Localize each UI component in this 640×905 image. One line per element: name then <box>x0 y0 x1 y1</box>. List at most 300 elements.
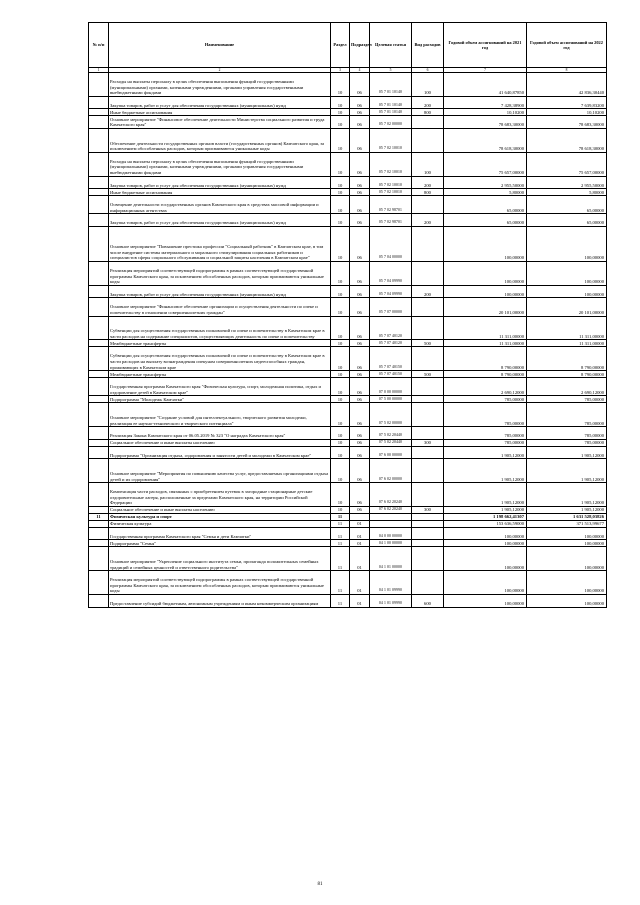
row-name: Основное мероприятие "Повышение престижа профессии "Социальный работник" в Камчатском крае, в том числе внедрение системы материального и морального стимулирования социальных работников и специалистов сферы социального обслуживания и социальной защиты населения в Камчатском крае" <box>109 226 331 261</box>
table-row <box>89 73 607 97</box>
row-expense-type <box>412 527 444 540</box>
row-expense-type <box>412 116 444 129</box>
row-number: 11 <box>89 513 109 520</box>
row-name: Закупка товаров, работ и услуг для обеспечения государственных (муниципальных) нужд <box>109 285 331 298</box>
row-name: Расходы на выплаты персоналу в целях обеспечения выполнения функций государственными (муниципальными) органами, казенными учреждениями, органами управления государственными внебюджетными фондами <box>109 73 331 97</box>
row-name: Подпрограмма "Организация отдыха, оздоровления и занятости детей и молодежи в Камчатском крае" <box>109 446 331 459</box>
row-allocation-2022: 371 513,99677 <box>527 520 607 527</box>
row-number <box>89 540 109 547</box>
row-allocation-2022: 8 790,00000 <box>527 371 607 378</box>
row-subsection: 06 <box>350 176 370 189</box>
row-subsection <box>350 513 370 520</box>
row-subsection: 01 <box>350 571 370 595</box>
row-allocation-2022: 11 311,00000 <box>527 316 607 340</box>
row-subsection: 06 <box>350 196 370 214</box>
row-allocation-2022: 42 836,30440 <box>527 73 607 97</box>
row-expense-type <box>412 261 444 285</box>
table-row <box>89 347 607 371</box>
row-subsection: 06 <box>350 109 370 116</box>
row-name: Компенсация части расходов, связанных с приобретением путевок в загородные стационарные детские оздоровительные лагеря, расположенные за пределами Камчатского края, на территории Российской Федерации <box>109 483 331 507</box>
row-number <box>89 396 109 403</box>
row-expense-type <box>412 396 444 403</box>
row-expense-type <box>412 513 444 520</box>
row-subsection: 06 <box>350 285 370 298</box>
row-target-code: 05 7 02 10010 <box>370 152 412 176</box>
row-subsection: 01 <box>350 520 370 527</box>
row-subsection: 06 <box>350 189 370 196</box>
row-number <box>89 527 109 540</box>
row-allocation-2022: 11 311,00000 <box>527 340 607 347</box>
column-number: 5 <box>370 68 412 73</box>
row-subsection: 06 <box>350 439 370 446</box>
row-expense-type <box>412 298 444 316</box>
row-name: Основное мероприятие "Мероприятия по повышению качества услуг, предоставляемых организациями отдыха детей и их оздоровления" <box>109 459 331 483</box>
header-target-code: Целевая статья <box>370 23 412 68</box>
row-target-code: 05 7 07 40120 <box>370 316 412 340</box>
table-row <box>89 527 607 540</box>
row-section: 11 <box>331 595 350 608</box>
row-section: 10 <box>331 403 350 427</box>
row-allocation-2022: 78 683,30000 <box>527 116 607 129</box>
row-section: 11 <box>331 513 350 520</box>
row-number <box>89 96 109 109</box>
row-expense-type: 500 <box>412 371 444 378</box>
budget-table-page <box>88 22 606 608</box>
row-expense-type: 200 <box>412 96 444 109</box>
row-subsection: 06 <box>350 261 370 285</box>
row-section: 10 <box>331 261 350 285</box>
row-subsection: 06 <box>350 214 370 227</box>
row-expense-type: 200 <box>412 285 444 298</box>
row-name: Физическая культура и спорт <box>109 513 331 520</box>
row-section: 10 <box>331 378 350 396</box>
row-section: 10 <box>331 483 350 507</box>
row-subsection: 01 <box>350 595 370 608</box>
row-expense-type: 200 <box>412 214 444 227</box>
row-number <box>89 128 109 152</box>
row-expense-type <box>412 403 444 427</box>
row-section: 10 <box>331 176 350 189</box>
row-section: 10 <box>331 459 350 483</box>
row-number <box>89 116 109 129</box>
row-target-code: 04 1 00 00000 <box>370 540 412 547</box>
row-number <box>89 73 109 97</box>
header-subsection: Подраздел <box>350 23 370 68</box>
row-target-code: 05 7 02 98701 <box>370 196 412 214</box>
row-allocation-2021: 785,00000 <box>444 427 527 440</box>
row-number <box>89 371 109 378</box>
row-number <box>89 214 109 227</box>
row-number <box>89 261 109 285</box>
row-allocation-2022: 20 101,00000 <box>527 298 607 316</box>
row-name: Социальное обеспечение и иные выплаты населению <box>109 439 331 446</box>
column-number: 8 <box>527 68 607 73</box>
row-expense-type <box>412 540 444 547</box>
row-name: Физическая культура <box>109 520 331 527</box>
row-allocation-2021: 75 657,00000 <box>444 152 527 176</box>
header-allocation-2021: Годовой объем ассигнований на 2021 год <box>444 23 527 68</box>
row-subsection: 06 <box>350 396 370 403</box>
table-row <box>89 285 607 298</box>
row-subsection: 06 <box>350 378 370 396</box>
table-row <box>89 520 607 527</box>
row-allocation-2021: 100,00000 <box>444 571 527 595</box>
row-allocation-2022: 5,80000 <box>527 189 607 196</box>
table-row <box>89 483 607 507</box>
row-number <box>89 483 109 507</box>
row-allocation-2021: 1 905,12000 <box>444 506 527 513</box>
row-target-code: 05 7 01 10140 <box>370 73 412 97</box>
row-allocation-2022: 1 905,12000 <box>527 459 607 483</box>
row-allocation-2021: 100,00000 <box>444 547 527 571</box>
row-allocation-2021: 785,00000 <box>444 439 527 446</box>
row-name: Подпрограмма "Молодежь Камчатки" <box>109 396 331 403</box>
row-target-code: 04 1 01 09990 <box>370 571 412 595</box>
row-number <box>89 285 109 298</box>
table-body <box>89 73 607 608</box>
row-target-code: 05 7 04 09990 <box>370 261 412 285</box>
row-name: Субвенции для осуществления государственных полномочий по опеке и попечительству в Камчатском крае в части расходов на выплату вознаграждения опекунам совершеннолетних недееспособных граждан, проживающих в Камчатском крае <box>109 347 331 371</box>
row-expense-type: 800 <box>412 189 444 196</box>
row-subsection: 06 <box>350 152 370 176</box>
row-section: 11 <box>331 547 350 571</box>
row-target-code: 05 7 07 40120 <box>370 340 412 347</box>
row-allocation-2021: 785,00000 <box>444 403 527 427</box>
row-name: Закупка товаров, работ и услуг для обеспечения государственных (муниципальных) нужд <box>109 176 331 189</box>
row-name: Предоставление субсидий бюджетным, автономным учреждениям и иным некоммерческим организациям <box>109 595 331 608</box>
row-allocation-2021: 41 640,87850 <box>444 73 527 97</box>
row-name: Межбюджетные трансферты <box>109 340 331 347</box>
table-row <box>89 571 607 595</box>
row-section: 11 <box>331 540 350 547</box>
row-number <box>89 109 109 116</box>
row-number <box>89 196 109 214</box>
table-header-row <box>89 23 607 68</box>
row-allocation-2021: 100,00000 <box>444 261 527 285</box>
row-section: 11 <box>331 520 350 527</box>
table-row <box>89 116 607 129</box>
column-number: 6 <box>412 68 444 73</box>
header-section: Раздел <box>331 23 350 68</box>
row-target-code: 07 5 02 20440 <box>370 427 412 440</box>
row-target-code: 07 5 00 00000 <box>370 396 412 403</box>
table-row <box>89 226 607 261</box>
table-row <box>89 595 607 608</box>
row-subsection: 01 <box>350 540 370 547</box>
row-section: 10 <box>331 347 350 371</box>
row-allocation-2021: 11 311,00000 <box>444 340 527 347</box>
row-section: 10 <box>331 96 350 109</box>
row-section: 10 <box>331 116 350 129</box>
row-name: Закупка товаров, работ и услуг для обеспечения государственных (муниципальных) нужд <box>109 214 331 227</box>
row-number <box>89 340 109 347</box>
row-allocation-2021: 1 905,12000 <box>444 446 527 459</box>
row-allocation-2021: 1 905,12000 <box>444 483 527 507</box>
table-row <box>89 340 607 347</box>
row-expense-type <box>412 571 444 595</box>
row-number <box>89 571 109 595</box>
row-allocation-2022: 100,00000 <box>527 595 607 608</box>
table-row <box>89 214 607 227</box>
row-allocation-2021: 100,00000 <box>444 226 527 261</box>
row-allocation-2021: 100,00000 <box>444 595 527 608</box>
table-row <box>89 152 607 176</box>
row-allocation-2021: 65,00000 <box>444 214 527 227</box>
row-expense-type <box>412 446 444 459</box>
row-name: Субвенции для осуществления государственных полномочий по опеке и попечительству в Камчатском крае в части расходов на содержание специалистов, осуществляющих деятельность по опеке и попечительству <box>109 316 331 340</box>
row-expense-type <box>412 427 444 440</box>
row-allocation-2022: 75 657,00000 <box>527 152 607 176</box>
table-row <box>89 427 607 440</box>
row-expense-type <box>412 226 444 261</box>
row-subsection: 06 <box>350 446 370 459</box>
row-name: Реализация мероприятий соответствующей подпрограммы в рамках соответствующей государственной программы Камчатского края, за исключением обособленных расходов, которым присваиваются уникальные коды <box>109 261 331 285</box>
table-row <box>89 176 607 189</box>
row-allocation-2022: 100,00000 <box>527 571 607 595</box>
row-expense-type: 300 <box>412 439 444 446</box>
row-expense-type: 600 <box>412 595 444 608</box>
row-subsection: 06 <box>350 298 370 316</box>
row-expense-type: 300 <box>412 506 444 513</box>
row-subsection: 06 <box>350 73 370 97</box>
row-allocation-2022: 100,00000 <box>527 527 607 540</box>
row-number <box>89 520 109 527</box>
row-subsection: 06 <box>350 128 370 152</box>
column-number: 1 <box>89 68 109 73</box>
row-number <box>89 298 109 316</box>
row-name: Иные бюджетные ассигнования <box>109 189 331 196</box>
table-row <box>89 506 607 513</box>
row-section: 11 <box>331 571 350 595</box>
table-row <box>89 189 607 196</box>
table-row <box>89 109 607 116</box>
row-name: Закупка товаров, работ и услуг для обеспечения государственных (муниципальных) нужд <box>109 96 331 109</box>
table-row <box>89 403 607 427</box>
table-row <box>89 459 607 483</box>
row-subsection: 06 <box>350 340 370 347</box>
column-number: 4 <box>350 68 370 73</box>
row-subsection: 06 <box>350 96 370 109</box>
row-expense-type: 800 <box>412 109 444 116</box>
row-number <box>89 189 109 196</box>
column-number: 3 <box>331 68 350 73</box>
row-allocation-2022: 785,00000 <box>527 403 607 427</box>
row-target-code: 07 6 02 00000 <box>370 459 412 483</box>
table-row <box>89 446 607 459</box>
row-subsection: 01 <box>350 547 370 571</box>
row-section: 10 <box>331 285 350 298</box>
row-target-code: 05 7 02 10010 <box>370 189 412 196</box>
row-allocation-2021: 65,00000 <box>444 196 527 214</box>
table-row <box>89 96 607 109</box>
row-target-code: 05 7 04 00000 <box>370 226 412 261</box>
row-subsection: 06 <box>350 371 370 378</box>
row-expense-type <box>412 196 444 214</box>
row-section: 10 <box>331 226 350 261</box>
row-section: 10 <box>331 109 350 116</box>
row-allocation-2021: 1 198 662,41307 <box>444 513 527 520</box>
row-allocation-2021: 78 683,30000 <box>444 116 527 129</box>
row-name: Реализация мероприятий соответствующей подпрограммы в рамках соответствующей государственной программы Камчатского края, за исключением обособленных расходов, которым присваиваются уникальные коды <box>109 571 331 595</box>
row-name: Реализация Закона Камчатского края от 06.05.2019 № 323 "О наградах Камчатского края" <box>109 427 331 440</box>
row-name: Социальное обеспечение и иные выплаты населению <box>109 506 331 513</box>
row-allocation-2022: 65,00000 <box>527 214 607 227</box>
table-row <box>89 396 607 403</box>
row-target-code: 05 7 04 09990 <box>370 285 412 298</box>
row-expense-type: 500 <box>412 340 444 347</box>
table-row <box>89 378 607 396</box>
row-allocation-2021: 7 428,38900 <box>444 96 527 109</box>
row-subsection: 06 <box>350 226 370 261</box>
row-allocation-2022: 785,00000 <box>527 439 607 446</box>
row-name: Подпрограмма "Семья" <box>109 540 331 547</box>
row-target-code: 07 6 02 20240 <box>370 506 412 513</box>
row-allocation-2021: 100,00000 <box>444 527 527 540</box>
row-name: Освещение деятельности государственных органов Камчатского края в средствах массовой информации и информационных агентствах <box>109 196 331 214</box>
row-expense-type: 100 <box>412 73 444 97</box>
row-allocation-2022: 78 618,30000 <box>527 128 607 152</box>
row-target-code: 05 7 07 00000 <box>370 298 412 316</box>
row-section: 10 <box>331 189 350 196</box>
row-section: 10 <box>331 152 350 176</box>
row-target-code: 05 7 02 98701 <box>370 214 412 227</box>
row-subsection: 06 <box>350 483 370 507</box>
row-subsection: 06 <box>350 427 370 440</box>
row-number <box>89 506 109 513</box>
row-name: Межбюджетные трансферты <box>109 371 331 378</box>
row-section: 10 <box>331 316 350 340</box>
row-allocation-2022: 100,00000 <box>527 285 607 298</box>
row-name: Основное мероприятие "Создание условий для интеллектуального, творческого развития молодежи, реализация ее научно-технического и творческого потенциала" <box>109 403 331 427</box>
column-number: 7 <box>444 68 527 73</box>
budget-allocation-table <box>88 22 607 608</box>
row-target-code <box>370 513 412 520</box>
table-row <box>89 371 607 378</box>
row-section: 10 <box>331 427 350 440</box>
row-target-code: 07 0 00 00000 <box>370 378 412 396</box>
row-expense-type <box>412 459 444 483</box>
row-name: Обеспечение деятельности государственных органов власти (государственных органов) Камчатского края, за исключением обособленных расходов, которым присваиваются уникальные коды <box>109 128 331 152</box>
row-target-code: 05 7 02 00000 <box>370 116 412 129</box>
row-number <box>89 378 109 396</box>
row-allocation-2021: 153 636,59000 <box>444 520 527 527</box>
row-allocation-2022: 1 631 528,03826 <box>527 513 607 520</box>
row-number <box>89 427 109 440</box>
row-expense-type <box>412 547 444 571</box>
row-allocation-2021: 11 311,00000 <box>444 316 527 340</box>
row-expense-type <box>412 347 444 371</box>
row-number <box>89 176 109 189</box>
row-expense-type <box>412 483 444 507</box>
row-name: Государственная программа Камчатского края "Физическая культура, спорт, молодежная политика, отдых и оздоровление детей в Камчатском крае" <box>109 378 331 396</box>
row-target-code: 07 6 00 00000 <box>370 446 412 459</box>
row-allocation-2022: 100,00000 <box>527 540 607 547</box>
row-allocation-2021: 100,00000 <box>444 285 527 298</box>
row-subsection: 06 <box>350 506 370 513</box>
row-allocation-2022: 100,00000 <box>527 547 607 571</box>
table-row <box>89 540 607 547</box>
table-row <box>89 298 607 316</box>
table-row <box>89 261 607 285</box>
row-expense-type <box>412 520 444 527</box>
row-name: Основное мероприятие "Укрепление социального института семьи, пропаганда положительных семейных традиций и семейных ценностей и ответственного родительства" <box>109 547 331 571</box>
row-name: Иные бюджетные ассигнования <box>109 109 331 116</box>
row-allocation-2021: 8 790,00000 <box>444 371 527 378</box>
row-allocation-2021: 785,00000 <box>444 396 527 403</box>
row-number <box>89 446 109 459</box>
row-section: 10 <box>331 128 350 152</box>
row-number <box>89 459 109 483</box>
row-target-code: 05 7 01 10140 <box>370 109 412 116</box>
row-allocation-2022: 1 905,12000 <box>527 446 607 459</box>
row-allocation-2021: 20 101,00000 <box>444 298 527 316</box>
row-allocation-2022: 8 790,00000 <box>527 347 607 371</box>
row-section: 10 <box>331 371 350 378</box>
row-expense-type <box>412 316 444 340</box>
column-number: 2 <box>109 68 331 73</box>
row-section: 10 <box>331 506 350 513</box>
row-section: 11 <box>331 527 350 540</box>
row-allocation-2021: 8 790,00000 <box>444 347 527 371</box>
row-allocation-2021: 2 690,12000 <box>444 378 527 396</box>
row-allocation-2021: 1 905,12000 <box>444 459 527 483</box>
row-allocation-2021: 78 618,30000 <box>444 128 527 152</box>
row-subsection: 06 <box>350 116 370 129</box>
row-allocation-2021: 10,10200 <box>444 109 527 116</box>
row-target-code: 04 0 00 00000 <box>370 527 412 540</box>
row-allocation-2022: 10,10200 <box>527 109 607 116</box>
row-allocation-2022: 785,00000 <box>527 427 607 440</box>
table-row <box>89 128 607 152</box>
row-number <box>89 226 109 261</box>
row-allocation-2022: 100,00000 <box>527 261 607 285</box>
row-expense-type <box>412 378 444 396</box>
row-section: 10 <box>331 298 350 316</box>
row-section: 10 <box>331 214 350 227</box>
table-row <box>89 439 607 446</box>
row-allocation-2021: 100,00000 <box>444 540 527 547</box>
row-subsection: 06 <box>350 316 370 340</box>
row-allocation-2021: 5,80000 <box>444 189 527 196</box>
row-allocation-2022: 65,00000 <box>527 196 607 214</box>
row-number <box>89 316 109 340</box>
row-section: 10 <box>331 196 350 214</box>
row-target-code: 05 7 02 10010 <box>370 128 412 152</box>
row-target-code: 05 7 07 40150 <box>370 371 412 378</box>
row-subsection: 01 <box>350 527 370 540</box>
row-number <box>89 439 109 446</box>
row-section: 10 <box>331 439 350 446</box>
row-expense-type <box>412 128 444 152</box>
row-target-code: 04 1 01 00000 <box>370 547 412 571</box>
row-target-code: 05 7 01 10140 <box>370 96 412 109</box>
row-name: Основное мероприятие "Финансовое обеспечение деятельности Министерства социального развития и труда Камчатского края" <box>109 116 331 129</box>
header-expense-type: Вид расходов <box>412 23 444 68</box>
row-allocation-2022: 785,00000 <box>527 396 607 403</box>
row-section: 10 <box>331 340 350 347</box>
row-target-code: 04 1 01 09990 <box>370 595 412 608</box>
row-target-code: 07 5 02 20440 <box>370 439 412 446</box>
row-subsection: 06 <box>350 347 370 371</box>
row-number <box>89 347 109 371</box>
row-allocation-2022: 2 690,12000 <box>527 378 607 396</box>
row-expense-type: 200 <box>412 176 444 189</box>
row-name: Основное мероприятие "Финансовое обеспечение организации и осуществления деятельности по опеке и попечительству в отношении совершеннолетних граждан" <box>109 298 331 316</box>
row-name: Расходы на выплаты персоналу в целях обеспечения выполнения функций государственными (муниципальными) органами, казенными учреждениями, органами управления государственными внебюджетными фондами <box>109 152 331 176</box>
table-row <box>89 547 607 571</box>
row-allocation-2021: 2 955,50000 <box>444 176 527 189</box>
row-subsection: 06 <box>350 403 370 427</box>
